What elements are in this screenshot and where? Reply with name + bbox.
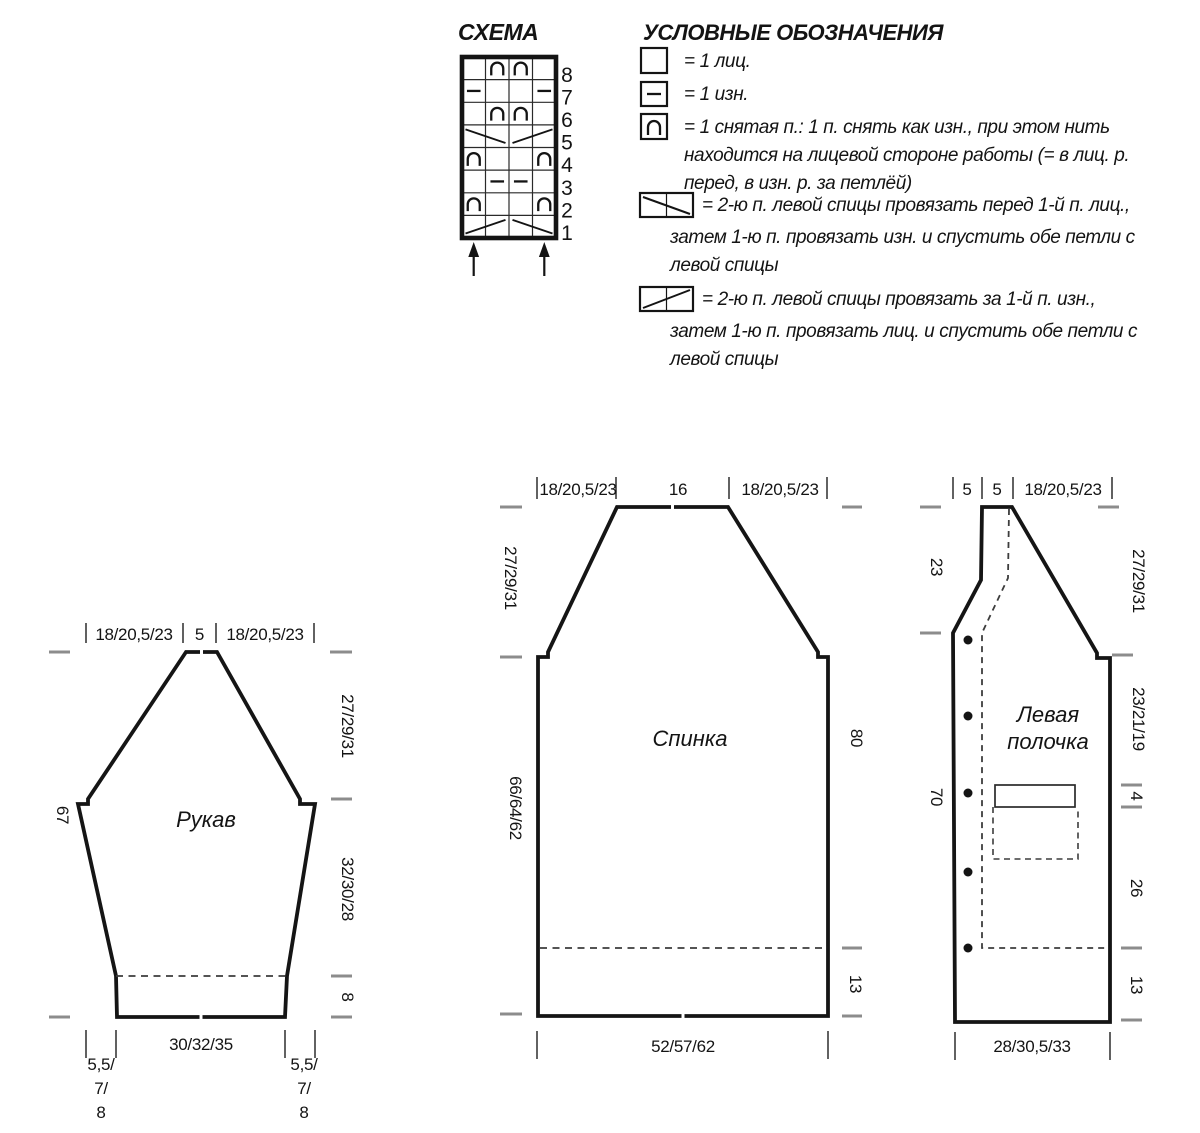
- legend-item-text: левой спицы: [670, 349, 779, 370]
- back-label: Спинка: [652, 726, 728, 751]
- button-dot: [964, 868, 973, 877]
- chart-symbol: [515, 63, 527, 76]
- knit-box-icon: [641, 48, 667, 73]
- chart-symbol: [538, 153, 550, 166]
- slip-arc-icon: [648, 121, 660, 135]
- arrow-head: [468, 242, 479, 257]
- front-left-measure: 23: [927, 557, 946, 577]
- chart-row-numbers: [561, 64, 573, 245]
- legend-item-text: = 2-ю п. левой спицы провязать за 1-й п. изн.,: [702, 289, 1096, 310]
- front-right-measure: 4: [1127, 791, 1146, 801]
- arrow-head: [539, 242, 550, 257]
- back-top-measure: 18/20,5/23: [741, 480, 819, 499]
- left-front-piece: [920, 477, 1148, 1060]
- row-number: 1: [561, 222, 573, 245]
- back-right-measure: 80: [847, 728, 866, 748]
- sleeve-piece: [49, 623, 357, 1122]
- chart-title: СХЕМА: [458, 19, 539, 45]
- left-front-label: Левая: [1016, 702, 1080, 727]
- sleeve-right-measure: 8: [338, 992, 357, 1002]
- row-number: 5: [561, 131, 573, 155]
- chart-symbol: [515, 108, 527, 121]
- legend-item-text: = 1 лиц.: [684, 51, 751, 72]
- sleeve-top-measure: 5: [194, 625, 205, 644]
- back-right-measure: 13: [846, 974, 865, 994]
- legend-item-text: = 1 изн.: [684, 84, 749, 105]
- back-piece: [500, 477, 866, 1059]
- row-number: 4: [561, 154, 573, 178]
- front-top-measure: 5: [992, 480, 1002, 499]
- row-number: 8: [561, 64, 573, 87]
- chart-symbol: [468, 153, 480, 166]
- legend-item-text: = 1 снятая п.: 1 п. снять как изн., при этом нить: [684, 117, 1110, 138]
- front-right-measure: 26: [1127, 878, 1146, 898]
- row-number: 2: [561, 199, 573, 223]
- sleeve-left-measure: 67: [53, 805, 72, 825]
- button-dot: [964, 712, 973, 721]
- back-left-measure: 66/64/62: [506, 776, 525, 840]
- front-left-measure: 70: [927, 787, 946, 807]
- sleeve-label: Рукав: [176, 807, 236, 832]
- pocket-flap: [995, 785, 1075, 807]
- back-left-measure: 27/29/31: [501, 546, 520, 610]
- stitch-chart: [462, 57, 573, 276]
- back-top-measure: 16: [668, 480, 688, 499]
- button-dot: [964, 944, 973, 953]
- button-dot: [964, 789, 973, 798]
- sleeve-cuff-measure: 5,5/: [290, 1055, 318, 1074]
- buttons: [964, 636, 973, 953]
- front-top-measure: 18/20,5/23: [1024, 480, 1102, 499]
- front-right-measure: 13: [1127, 975, 1146, 995]
- legend-item-text: находится на лицевой стороне работы (= в лиц. р.: [684, 145, 1130, 166]
- chart-symbol: [491, 63, 503, 76]
- button-dot: [964, 636, 973, 645]
- legend-title: УСЛОВНЫЕ ОБОЗНАЧЕНИЯ: [643, 20, 943, 45]
- back-bottom-measure: 52/57/62: [651, 1037, 715, 1056]
- sleeve-outline: [78, 652, 315, 1017]
- chart-symbol: [468, 198, 480, 211]
- legend-item-text: левой спицы: [670, 255, 779, 276]
- chart-grid-lines: [462, 57, 556, 238]
- repeat-arrow-left: [468, 242, 479, 276]
- sleeve-bottom-measure: 30/32/35: [169, 1035, 233, 1054]
- row-number: 3: [561, 176, 573, 200]
- legend-item-text: перед, в изн. р. за петлёй): [684, 173, 912, 194]
- back-outline: [538, 507, 828, 1016]
- sleeve-top-measure: 18/20,5/23: [226, 625, 304, 644]
- sleeve-cuff-measure: 5,5/: [87, 1055, 115, 1074]
- front-right-measure: 23/21/19: [1129, 687, 1148, 751]
- sleeve-cuff-measure: 8: [299, 1103, 309, 1122]
- sleeve-right-measure: 32/30/28: [338, 857, 357, 921]
- chart-symbol: [491, 108, 503, 121]
- legend: [640, 48, 1138, 370]
- left-front-outline: [953, 507, 1110, 1022]
- chart-symbol: [538, 198, 550, 211]
- legend-item-text: = 2-ю п. левой спицы провязать перед 1-й п. лиц.,: [702, 195, 1130, 216]
- front-top-measure: 5: [962, 480, 972, 499]
- front-right-measure: 27/29/31: [1129, 549, 1148, 613]
- sleeve-right-measure: 27/29/31: [338, 694, 357, 758]
- sleeve-cuff-measure: 8: [96, 1103, 106, 1122]
- repeat-arrow-right: [539, 242, 550, 276]
- legend-item-text: затем 1-ю п. провязать изн. и спустить обе петли с: [670, 227, 1135, 248]
- row-number: 7: [561, 86, 573, 110]
- legend-item-text: затем 1-ю п. провязать лиц. и спустить обе петли с: [670, 321, 1138, 342]
- front-bottom-measure: 28/30,5/33: [993, 1037, 1071, 1056]
- back-top-measure: 18/20,5/23: [539, 480, 617, 499]
- sleeve-cuff-measure: 7/: [297, 1079, 311, 1098]
- pocket-pouch-dashed: [993, 807, 1078, 859]
- sleeve-top-measure: 18/20,5/23: [95, 625, 173, 644]
- slip-box-icon: [641, 114, 667, 139]
- row-number: 6: [561, 109, 573, 132]
- left-front-label: полочка: [1007, 729, 1089, 754]
- sleeve-cuff-measure: 7/: [94, 1079, 108, 1098]
